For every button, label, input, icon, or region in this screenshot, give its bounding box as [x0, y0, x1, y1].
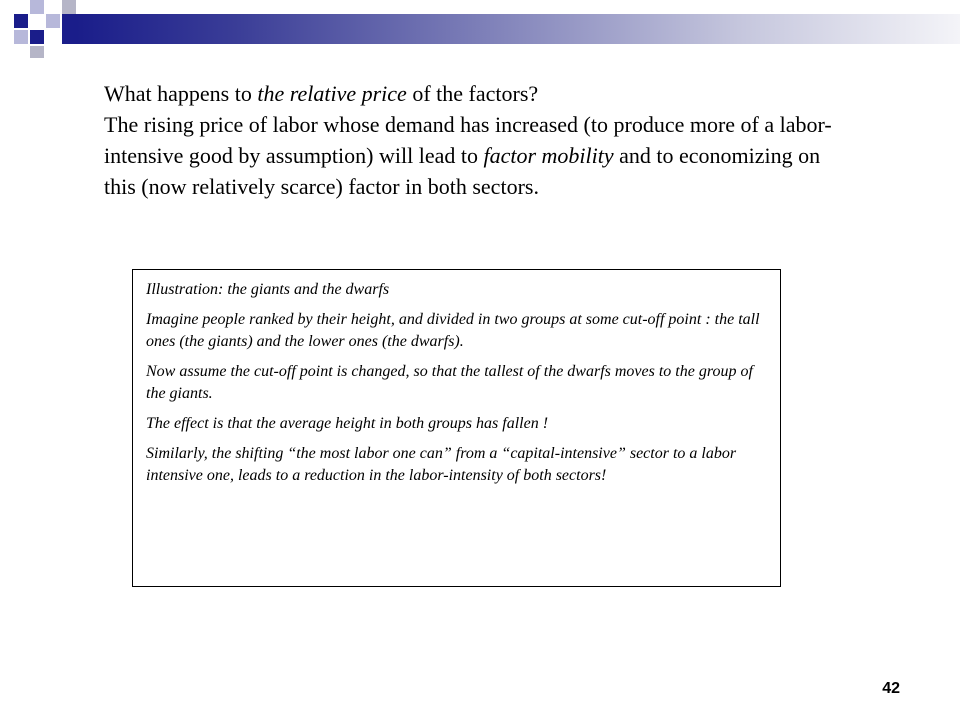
question-line: What happens to the relative price of the factors? [104, 81, 539, 106]
illustration-paragraph: Similarly, the shifting “the most labor one can” from a “capital-intensive” sector to a labor intensive one, leads to a reduction in the labor-intensity of both sectors! [146, 445, 737, 484]
header-square [30, 30, 44, 44]
factor-mobility-emphasis: factor mobility [483, 143, 614, 168]
header-square [62, 0, 76, 14]
header-square [30, 0, 44, 14]
relative-price-emphasis: the relative price [257, 81, 407, 106]
illustration-paragraph: Now assume the cut-off point is changed, so that the tallest of the dwarfs moves to the group of the giants. [146, 363, 753, 402]
header-square [62, 14, 76, 44]
header-square [14, 30, 28, 44]
header-square [30, 46, 44, 58]
illustration-paragraph: Imagine people ranked by their height, and divided in two groups at some cut-off point : the tall ones (the giants) and the lower ones (the dwarfs). [146, 311, 760, 350]
illustration-paragraph: The effect is that the average height in both groups has fallen ! [146, 415, 549, 432]
header-square [14, 14, 28, 28]
illustration-title: Illustration: the giants and the dwarfs [146, 281, 390, 298]
slide-body-text [104, 78, 854, 202]
explanation-paragraph: The rising price of labor whose demand has increased (to produce more of a labor-intensive good by assumption) will lead to factor mobility and to economizing on this (now relatively scarce) factor in both sectors. [104, 112, 832, 199]
header-square [46, 14, 60, 28]
header-gradient-bar [76, 14, 960, 44]
page-number: 42 [882, 680, 900, 697]
illustration-box [132, 269, 781, 587]
